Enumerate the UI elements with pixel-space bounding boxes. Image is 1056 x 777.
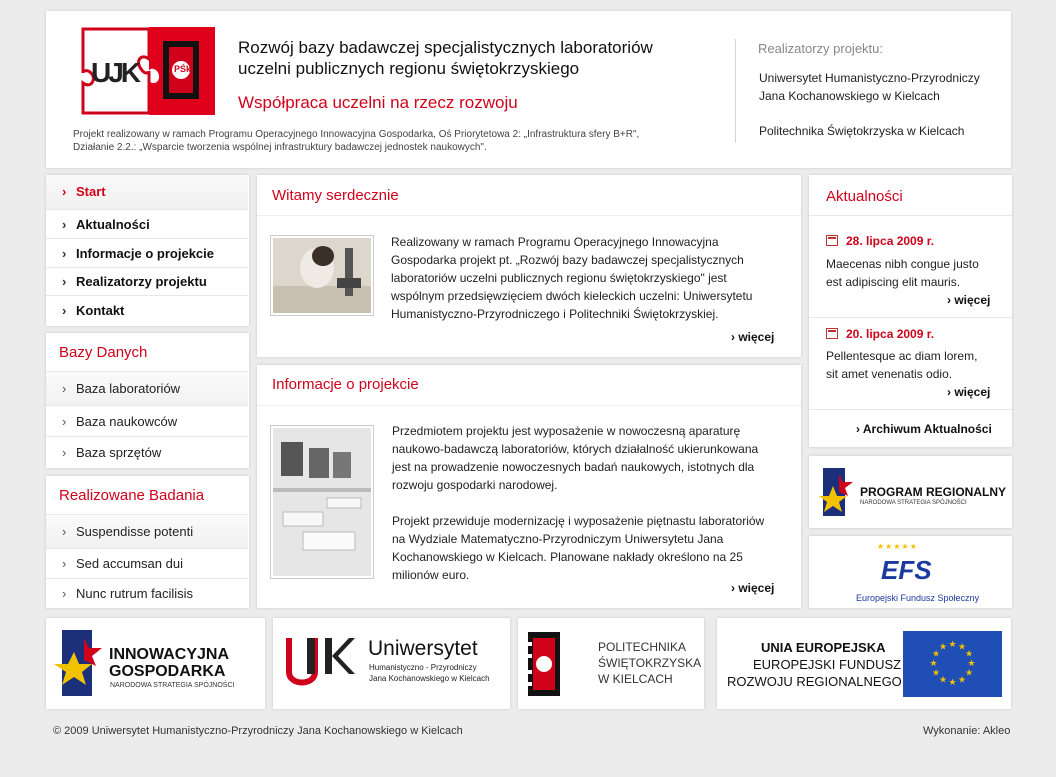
svg-text:★: ★ [938, 674, 948, 685]
project-description [73, 128, 733, 154]
welcome-box [257, 175, 801, 357]
logo-text: UJK [91, 57, 139, 88]
welcome-text-line4: wspólnym przedsięwzięciem dwóch kieleckich uczelni: Uniwersytetu [391, 289, 753, 303]
footer-credit[interactable]: Wykonanie: Akleo [923, 725, 1011, 737]
svg-text:★: ★ [957, 641, 967, 652]
ig-subtext: NARODOWA STRATEGIA SPÓJNOŚCI [110, 682, 235, 689]
welcome-text [391, 233, 791, 323]
welcome-title: Witamy serdecznie [272, 187, 399, 204]
efs-text: EFS [881, 555, 932, 585]
psk-line3: W KIELCACH [598, 672, 673, 686]
news-more-link-2[interactable]: › więcej [947, 385, 990, 399]
menu-item-realizatorzy[interactable]: › Realizatorzy projektu [46, 267, 248, 295]
project-info-title: Informacje o projekcie [272, 376, 419, 393]
svg-text:★: ★ [931, 648, 941, 659]
databases-box [46, 333, 249, 468]
project-info-p1-line2: naukowo-badawczą laboratoriów, których działalność ukierunkowana [392, 442, 759, 456]
welcome-text-line5: Humanistyczno-Przyrodniczego i Politechniki Świętokrzyskiej. [391, 307, 719, 321]
menu-item-kontakt[interactable]: › Kontakt [46, 295, 248, 324]
project-info-divider [257, 405, 801, 406]
ue-line1: UNIA EUROPEJSKA [761, 640, 886, 655]
welcome-text-line1: Realizowany w ramach Programu Operacyjnego Innowacyjna [391, 235, 719, 249]
research-item-2[interactable]: › Sed accumsan dui [46, 548, 248, 578]
news-date-1 [826, 234, 934, 248]
news-archive-link[interactable]: › Archiwum Aktualności [856, 422, 992, 436]
eu-stars-icon: ★★★★★ [877, 542, 918, 551]
svg-text:★: ★ [931, 667, 941, 678]
project-info-p2-line3: Kochanowskiego w Kielcach. Planowane nakłady określono na 25 [392, 550, 743, 564]
calendar-icon [826, 328, 838, 339]
logo-psk-text: PŚk [174, 64, 192, 74]
svg-text:★: ★ [948, 639, 957, 649]
welcome-divider [257, 215, 801, 216]
welcome-text-line3: laboratoriów uczelni publicznych regionu świętokrzyskiego" jest [391, 271, 727, 285]
partners-title: Realizatorzy projektu: [758, 41, 883, 56]
svg-text:★: ★ [957, 674, 967, 685]
ue-line3: ROZWOJU REGIONALNEGO [727, 674, 902, 689]
svg-text:★: ★ [967, 658, 976, 668]
footer-copyright: © 2009 Uniwersytet Humanistyczno-Przyrodniczy Jana Kochanowskiego w Kielcach [53, 725, 463, 737]
menu-item-start[interactable]: › Start [46, 175, 248, 209]
project-info-p1-line4: rozwoju gospodarki narodowej. [392, 478, 558, 492]
research-title: Realizowane Badania [59, 487, 205, 504]
partner-psk-link[interactable]: Politechnika Świętokrzyska w Kielcach [759, 124, 965, 138]
efs-logo[interactable] [809, 536, 1012, 608]
eu-flag-icon [903, 631, 1002, 697]
news-divider [809, 215, 1012, 216]
news-text-1-line1: Maecenas nibh congue justo [826, 257, 979, 271]
program-regionalny-subtext: NARODOWA STRATEGIA SPÓJNOŚCI [860, 500, 967, 506]
project-info-p2-line1: Projekt przewiduje modernizację i wyposażenie piętnastu laboratoriów [392, 514, 765, 528]
program-regionalny-logo[interactable] [809, 456, 1012, 528]
news-date-2-text: 20. lipca 2009 r. [846, 327, 935, 341]
project-info-p1-line1: Przedmiotem projektu jest wyposażenie w nowoczesną aparaturę [392, 424, 741, 438]
ig-line2: GOSPODARKA [109, 663, 226, 680]
partner-ujk-line2: Jana Kochanowskiego w Kielcach [759, 89, 940, 103]
welcome-photo [270, 235, 374, 316]
project-info-p2-line2: na Wydziale Matematyczno-Przyrodniczym Uniwersytetu Jana [392, 532, 724, 546]
research-box [46, 476, 249, 608]
databases-title: Bazy Danych [59, 344, 148, 361]
project-title [238, 37, 718, 79]
svg-text:★: ★ [948, 677, 957, 687]
ue-line2: EUROPEJSKI FUNDUSZ [753, 657, 902, 672]
svg-text:★: ★ [938, 641, 948, 652]
project-title-line2: uczelni publicznych regionu świętokrzyskiego [238, 59, 580, 78]
databases-item-sprzet[interactable]: › Baza sprzętów [46, 436, 248, 467]
research-item-3[interactable]: › Nunc rutrum facilisis [46, 578, 248, 608]
project-info-text [392, 422, 792, 584]
unia-europejska-logo[interactable] [717, 618, 1011, 709]
welcome-text-line2: Gospodarka projekt pt. „Rozwój bazy badawczej specjalistycznych [391, 253, 744, 267]
news-box [809, 175, 1012, 447]
partner-ujk-link[interactable] [759, 69, 1009, 105]
project-description-line2: Działanie 2.2.: „Wsparcie tworzenia wspólnej infrastruktury badawczej jednostek naukowych". [73, 142, 487, 153]
header [46, 11, 1011, 168]
menu-item-informacje[interactable]: › Informacje o projekcie [46, 238, 248, 267]
project-logo[interactable] [79, 21, 219, 121]
psk-line1: POLITECHNIKA [598, 640, 687, 654]
project-description-line1: Projekt realizowany w ramach Programu Operacyjnego Innowacyjna Gospodarka, Oś Priorytetowa 2: „Infrastruktura sfery B+R", [73, 129, 640, 140]
databases-item-naukowcy[interactable]: › Baza naukowców [46, 405, 248, 436]
innowacyjna-gospodarka-logo[interactable] [46, 618, 265, 709]
project-info-p1-line3: jest na prowadzenie nowoczesnych badań naukowych, istotnych dla [392, 460, 755, 474]
project-info-photo [270, 425, 374, 579]
project-title-line1: Rozwój bazy badawczej specjalistycznych laboratoriów [238, 38, 653, 57]
news-title: Aktualności [826, 188, 903, 205]
svg-text:★: ★ [929, 658, 938, 668]
databases-item-laboratoria[interactable]: › Baza laboratoriów [46, 371, 248, 405]
news-text-1 [826, 255, 1001, 291]
project-info-p2-line4: milionów euro. [392, 568, 470, 582]
politechnika-logo[interactable] [518, 618, 704, 709]
header-divider [735, 39, 736, 143]
news-separator [809, 409, 1012, 410]
project-info-more-link[interactable]: › więcej [731, 581, 774, 595]
news-date-2 [826, 327, 934, 341]
program-regionalny-text: PROGRAM REGIONALNY [860, 485, 1007, 499]
ujk-logo[interactable] [273, 618, 510, 709]
news-more-link-1[interactable]: › więcej [947, 293, 990, 307]
ujk-subtext1: Humanistyczno - Przyrodniczy [369, 663, 477, 672]
ujk-subtext2: Jana Kochanowskiego w Kielcach [369, 674, 490, 683]
news-date-1-text: 28. lipca 2009 r. [846, 234, 935, 248]
project-subtitle: Współpraca uczelni na rzecz rozwoju [238, 93, 518, 112]
psk-line2: ŚWIĘTOKRZYSKA [598, 656, 702, 670]
main-menu [46, 175, 249, 326]
project-info-box [257, 365, 801, 608]
efs-subtext: Europejski Fundusz Społeczny [856, 593, 980, 603]
welcome-more-link[interactable]: › więcej [731, 330, 774, 344]
ig-line1: INNOWACYJNA [109, 646, 230, 663]
ujk-name: Uniwersytet [368, 637, 478, 660]
news-text-2-line1: Pellentesque ac diam lorem, [826, 349, 978, 363]
news-separator [809, 317, 1012, 318]
news-text-2-line2: sit amet venenatis odio. [826, 367, 953, 381]
svg-text:★: ★ [964, 648, 974, 659]
news-text-1-line2: est adipiscing elit mauris. [826, 275, 961, 289]
news-text-2 [826, 347, 1001, 383]
svg-text:★: ★ [964, 667, 974, 678]
research-item-1[interactable]: › Suspendisse potenti [46, 514, 248, 548]
menu-item-aktualnosci[interactable]: › Aktualności [46, 209, 248, 238]
calendar-icon [826, 235, 838, 246]
partner-ujk-line1: Uniwersytet Humanistyczno-Przyrodniczy [759, 71, 980, 85]
